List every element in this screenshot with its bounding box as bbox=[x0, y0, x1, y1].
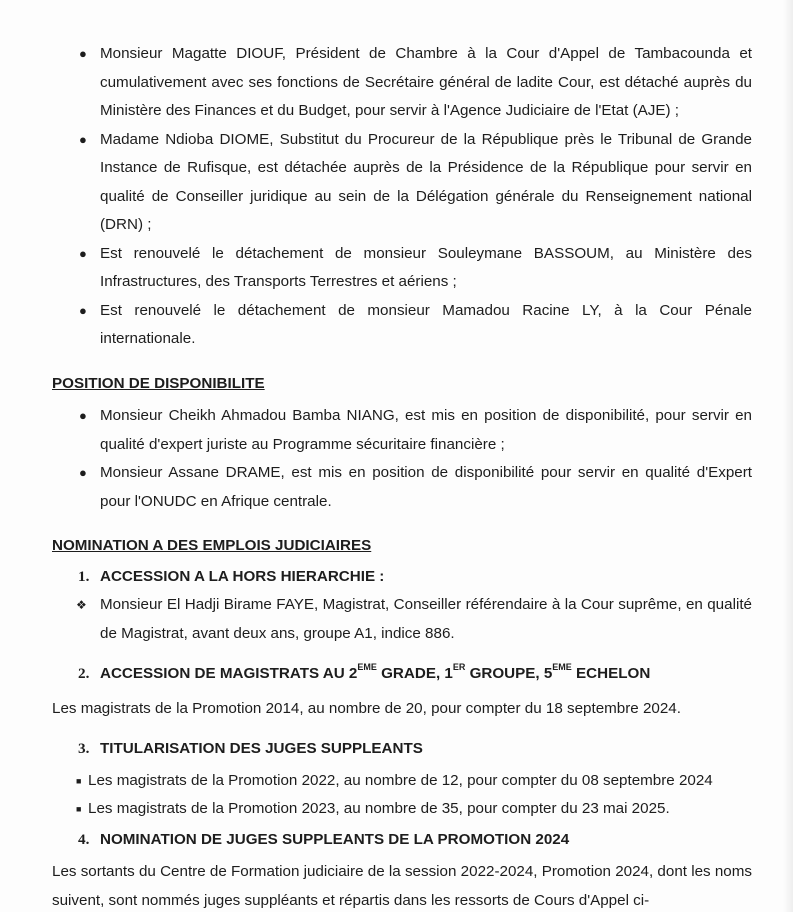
list-item-text: Monsieur Assane DRAME, est mis en position de disponibilité pour servir en qualité d'Expert pour l'ONUDC en Afrique centrale. bbox=[100, 464, 752, 510]
bullet-icon: ● bbox=[79, 131, 87, 147]
list-item-text: Monsieur El Hadji Birame FAYE, Magistrat, Conseiller référendaire à la Cour suprême, en qualité de Magistrat, avant deux ans, groupe A1, indice 886. bbox=[100, 596, 752, 642]
subsection-number: 4. bbox=[78, 830, 90, 848]
paragraph: Les magistrats de la Promotion 2014, au nombre de 20, pour compter du 18 septembre 2024. bbox=[52, 699, 681, 717]
bullet-icon: ● bbox=[79, 245, 87, 261]
list-item-text: Monsieur Magatte DIOUF, Président de Chambre à la Cour d'Appel de Tambacounda et cumulativement avec ses fonctions de Secrétaire général de ladite Cour, est détaché auprès du Ministère des Finances et du Budget, pour servir à l'Agence Judiciaire de l'Etat (AJE) ; bbox=[100, 45, 752, 119]
bullet-icon: ● bbox=[79, 408, 87, 423]
list-item-text: Est renouvelé le détachement de monsieur Souleymane BASSOUM, au Ministère des Infrastructures, des Transports Terrestres et aériens ; bbox=[100, 244, 752, 290]
subsection-title-text: TITULARISATION DES JUGES SUPPLEANTS bbox=[100, 740, 423, 757]
subsection-title-2 bbox=[52, 660, 752, 689]
subsection-title-1 bbox=[52, 563, 752, 592]
subsection-title-4 bbox=[52, 826, 752, 855]
superscript: EME bbox=[357, 661, 377, 672]
paragraph: Les sortants du Centre de Formation judiciaire de la session 2022-2024, Promotion 2024, dont les noms suivent, sont nommés juges suppléants et répartis dans les ressorts de Cours d'Appel ci- bbox=[52, 863, 752, 909]
bullet-icon: ● bbox=[79, 46, 87, 61]
list-item-text: Les magistrats de la Promotion 2022, au nombre de 12, pour compter du 08 septembre 2024 bbox=[88, 771, 713, 789]
list-item-text: Est renouvelé le détachement de monsieur Mamadou Racine LY, à la Cour Pénale internationale. bbox=[100, 301, 752, 347]
subsection-number: 1. bbox=[78, 567, 90, 585]
section-title-nomination: NOMINATION A DES EMPLOIS JUDICIAIRES bbox=[52, 537, 372, 554]
superscript: EME bbox=[552, 661, 572, 672]
diamond-bullet-icon: ❖ bbox=[76, 598, 87, 612]
bullet-icon: ● bbox=[79, 302, 87, 318]
square-bullet-icon: ■ bbox=[76, 775, 82, 786]
subsection-number: 2. bbox=[78, 665, 90, 682]
document-content bbox=[52, 40, 752, 912]
square-bullet-icon: ■ bbox=[76, 804, 82, 814]
subsection-title-text: NOMINATION DE JUGES SUPPLEANTS DE LA PROMOTION 2024 bbox=[100, 830, 570, 848]
list-item bbox=[52, 591, 752, 648]
title-part: GROUPE, 5 bbox=[465, 665, 553, 682]
subsection-title-text: ACCESSION A LA HORS HIERARCHIE : bbox=[100, 567, 385, 585]
disponibilite-list bbox=[52, 402, 752, 516]
list-item bbox=[52, 795, 752, 824]
list-item bbox=[52, 402, 752, 459]
subsection-title-3 bbox=[52, 735, 752, 764]
list-item bbox=[52, 240, 752, 297]
superscript: ER bbox=[452, 661, 466, 672]
subsection-title-text bbox=[100, 660, 650, 689]
bullet-icon: ● bbox=[79, 465, 87, 480]
list-item bbox=[52, 40, 752, 126]
title-part: ECHELON bbox=[571, 665, 651, 682]
title-part: GRADE, 1 bbox=[376, 665, 453, 682]
list-item bbox=[52, 459, 752, 516]
list-item-text: Monsieur Cheikh Ahmadou Bamba NIANG, est mis en position de disponibilité, pour servir en qualité d'expert juriste au Programme sécuritaire financière ; bbox=[100, 407, 752, 453]
detachment-list bbox=[52, 40, 752, 354]
title-part: ACCESSION DE MAGISTRATS AU 2 bbox=[100, 665, 358, 682]
list-item bbox=[52, 297, 752, 354]
hors-hierarchie-list bbox=[52, 591, 752, 648]
list-item bbox=[52, 767, 752, 796]
list-item-text: Madame Ndioba DIOME, Substitut du Procureur de la République près le Tribunal de Grande Instance de Rufisque, est détachée auprès de la Présidence de la République pour servir en qualité de Conseiller juridique au sein de la Délégation générale du Renseignement national (DRN) ; bbox=[100, 130, 752, 233]
list-item bbox=[52, 126, 752, 240]
section-title-disponibilite: POSITION DE DISPONIBILITE bbox=[52, 374, 265, 392]
list-item-text: Les magistrats de la Promotion 2023, au nombre de 35, pour compter du 23 mai 2025. bbox=[88, 800, 670, 817]
page-edge-shadow bbox=[783, 0, 793, 912]
subsection-number: 3. bbox=[78, 740, 90, 757]
